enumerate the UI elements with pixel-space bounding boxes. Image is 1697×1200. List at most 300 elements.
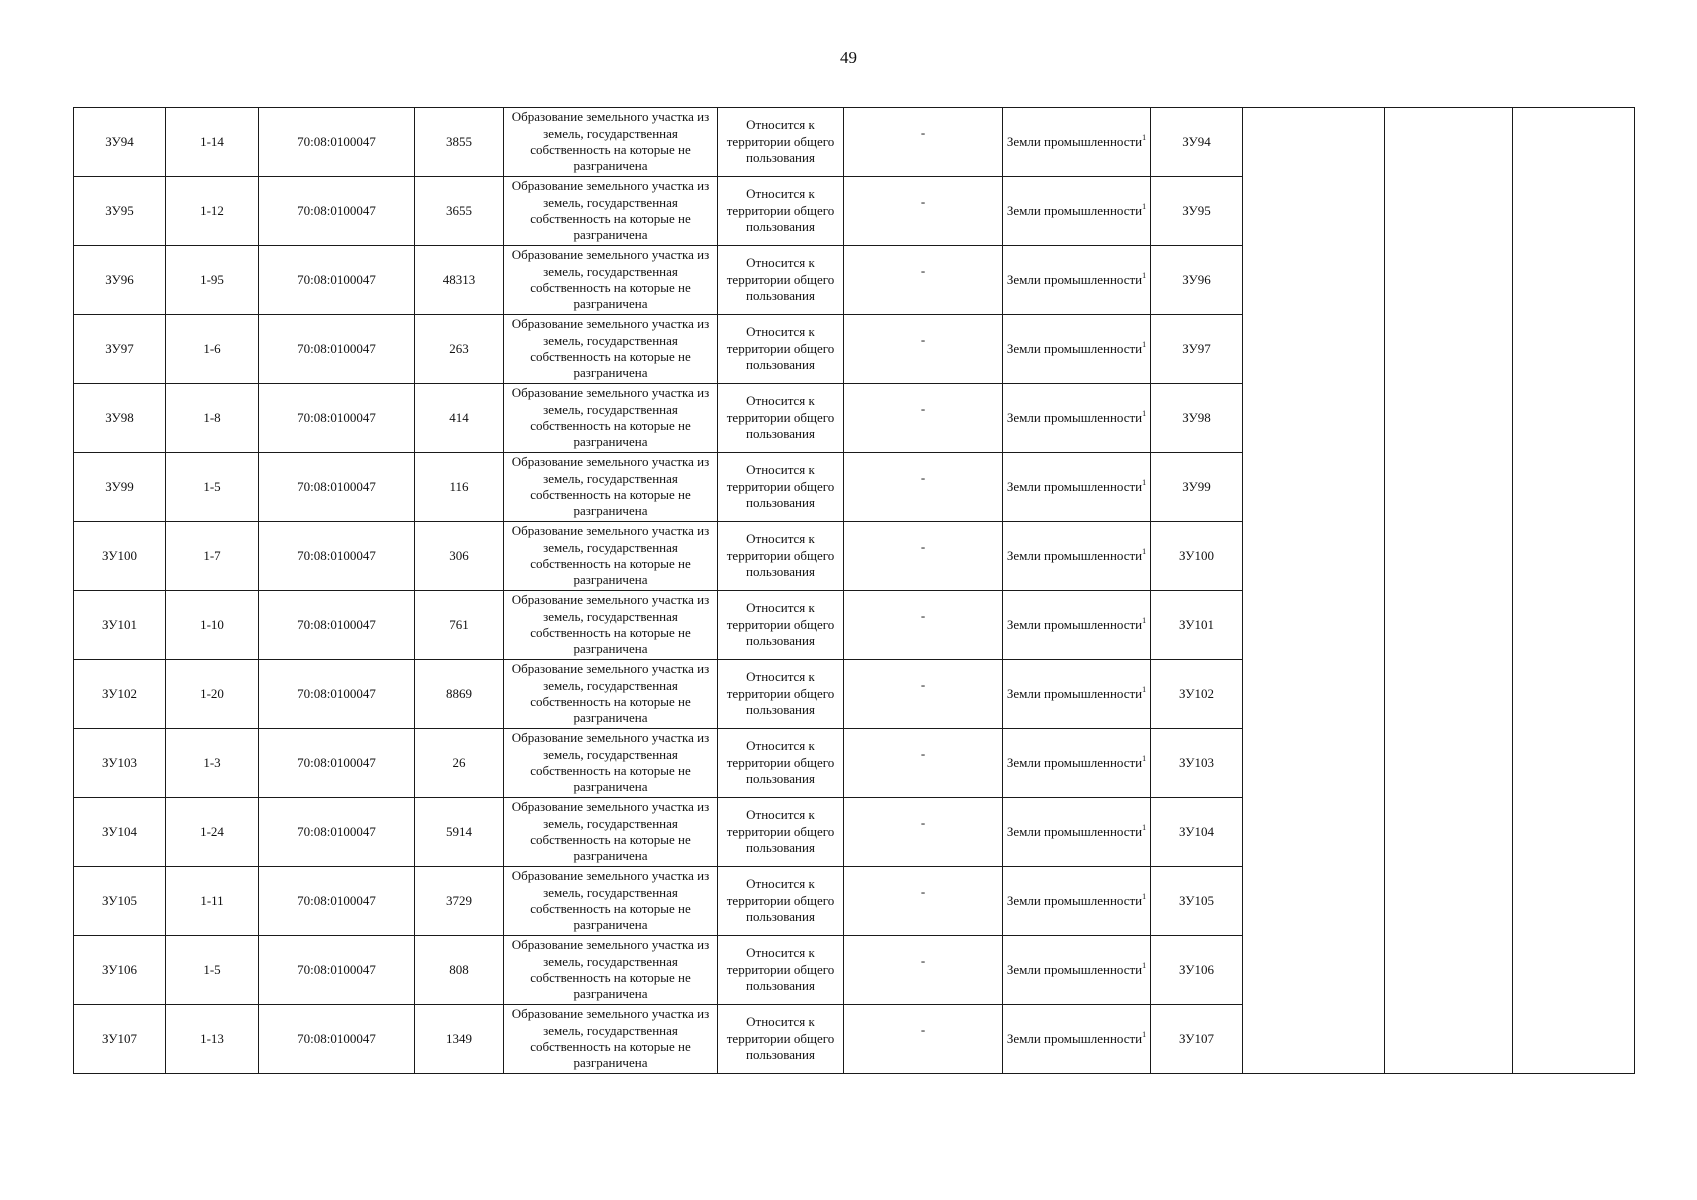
formation-method-cell-text: Образование земельного участка из земель, государственная собственность на которые не разграничена bbox=[511, 1006, 710, 1071]
cadastral-block-cell-text: 70:08:0100047 bbox=[297, 892, 376, 908]
note-cell-text: - bbox=[920, 883, 926, 899]
area-cell-text: 263 bbox=[449, 340, 469, 356]
plot-id-cell bbox=[74, 384, 166, 453]
land-category-cell bbox=[1003, 867, 1151, 936]
footnote-ref: 1 bbox=[1142, 615, 1147, 625]
points-range-cell bbox=[166, 453, 259, 522]
formation-method-cell bbox=[504, 1005, 718, 1074]
cadastral-block-cell-text: 70:08:0100047 bbox=[297, 823, 376, 839]
empty-cell bbox=[1385, 177, 1513, 246]
empty-cell bbox=[1385, 936, 1513, 1005]
note-cell-text: - bbox=[920, 1021, 926, 1037]
territory-status-cell bbox=[718, 453, 844, 522]
points-range-cell-text: 1-12 bbox=[200, 202, 224, 218]
formation-method-cell bbox=[504, 591, 718, 660]
formation-method-cell bbox=[504, 315, 718, 384]
area-cell-text: 3655 bbox=[446, 202, 472, 218]
plot-label-cell bbox=[1151, 1005, 1243, 1074]
footnote-ref: 1 bbox=[1142, 132, 1147, 142]
points-range-cell-text: 1-10 bbox=[200, 616, 224, 632]
formation-method-cell bbox=[504, 522, 718, 591]
empty-cell bbox=[1513, 246, 1635, 315]
points-range-cell-text: 1-5 bbox=[203, 478, 221, 494]
note-cell-text: - bbox=[920, 124, 926, 140]
points-range-cell bbox=[166, 936, 259, 1005]
territory-status-cell bbox=[718, 108, 844, 177]
plot-id-cell-text: ЗУ107 bbox=[102, 1030, 137, 1046]
empty-cell bbox=[1243, 660, 1385, 729]
area-cell-text: 3729 bbox=[446, 892, 472, 908]
empty-cell bbox=[1243, 1005, 1385, 1074]
footnote-ref: 1 bbox=[1142, 960, 1147, 970]
formation-method-cell-text: Образование земельного участка из земель, государственная собственность на которые не разграничена bbox=[511, 316, 710, 381]
empty-cell bbox=[1513, 936, 1635, 1005]
points-range-cell-text: 1-20 bbox=[200, 685, 224, 701]
plot-id-cell-text: ЗУ100 bbox=[102, 547, 137, 563]
table-row bbox=[74, 108, 1635, 177]
plot-label-cell-text: ЗУ105 bbox=[1179, 892, 1214, 908]
formation-method-cell-text: Образование земельного участка из земель, государственная собственность на которые не разграничена bbox=[511, 592, 710, 657]
land-category-cell bbox=[1003, 798, 1151, 867]
area-cell-text: 3855 bbox=[446, 133, 472, 149]
territory-status-cell-text: Относится к территории общего пользования bbox=[726, 117, 835, 166]
land-category-cell-text: Земли промышленности bbox=[1006, 340, 1143, 356]
territory-status-cell-text: Относится к территории общего пользования bbox=[726, 738, 835, 787]
cadastral-block-cell-text: 70:08:0100047 bbox=[297, 547, 376, 563]
note-cell-text: - bbox=[920, 745, 926, 761]
empty-cell bbox=[1513, 177, 1635, 246]
note-cell bbox=[844, 384, 1003, 453]
plot-id-cell-text: ЗУ106 bbox=[102, 961, 137, 977]
note-cell bbox=[844, 936, 1003, 1005]
empty-cell bbox=[1513, 315, 1635, 384]
plot-id-cell-text: ЗУ101 bbox=[102, 616, 137, 632]
cadastral-block-cell bbox=[259, 108, 415, 177]
territory-status-cell bbox=[718, 936, 844, 1005]
plot-id-cell bbox=[74, 246, 166, 315]
empty-cell bbox=[1243, 867, 1385, 936]
formation-method-cell bbox=[504, 177, 718, 246]
plot-id-cell bbox=[74, 936, 166, 1005]
formation-method-cell bbox=[504, 384, 718, 453]
land-category-cell-text: Земли промышленности bbox=[1006, 685, 1143, 701]
cadastral-block-cell bbox=[259, 453, 415, 522]
points-range-cell bbox=[166, 591, 259, 660]
footnote-ref: 1 bbox=[1142, 546, 1147, 556]
plot-label-cell bbox=[1151, 591, 1243, 660]
territory-status-cell-text: Относится к территории общего пользования bbox=[726, 531, 835, 580]
plot-label-cell-text: ЗУ96 bbox=[1182, 271, 1211, 287]
empty-cell bbox=[1513, 660, 1635, 729]
points-range-cell bbox=[166, 522, 259, 591]
cadastral-block-cell-text: 70:08:0100047 bbox=[297, 340, 376, 356]
footnote-ref: 1 bbox=[1142, 1029, 1147, 1039]
note-cell-text: - bbox=[920, 538, 926, 554]
points-range-cell bbox=[166, 798, 259, 867]
land-plots-table bbox=[73, 107, 1635, 1074]
empty-cell bbox=[1513, 453, 1635, 522]
plot-id-cell bbox=[74, 453, 166, 522]
plot-label-cell-text: ЗУ94 bbox=[1182, 133, 1211, 149]
footnote-ref: 1 bbox=[1142, 753, 1147, 763]
empty-cell bbox=[1243, 591, 1385, 660]
formation-method-cell-text: Образование земельного участка из земель, государственная собственность на которые не разграничена bbox=[511, 661, 710, 726]
area-cell bbox=[415, 453, 504, 522]
points-range-cell bbox=[166, 1005, 259, 1074]
area-cell bbox=[415, 867, 504, 936]
note-cell bbox=[844, 522, 1003, 591]
empty-cell bbox=[1385, 384, 1513, 453]
area-cell bbox=[415, 108, 504, 177]
territory-status-cell-text: Относится к территории общего пользования bbox=[726, 186, 835, 235]
plot-label-cell-text: ЗУ95 bbox=[1182, 202, 1211, 218]
note-cell bbox=[844, 660, 1003, 729]
points-range-cell-text: 1-11 bbox=[200, 892, 224, 908]
formation-method-cell-text: Образование земельного участка из земель, государственная собственность на которые не разграничена bbox=[511, 799, 710, 864]
note-cell bbox=[844, 591, 1003, 660]
territory-status-cell-text: Относится к территории общего пользования bbox=[726, 462, 835, 511]
territory-status-cell-text: Относится к территории общего пользования bbox=[726, 807, 835, 856]
table-row bbox=[74, 522, 1635, 591]
points-range-cell-text: 1-7 bbox=[203, 547, 221, 563]
footnote-ref: 1 bbox=[1142, 201, 1147, 211]
land-category-cell-text: Земли промышленности bbox=[1006, 409, 1143, 425]
area-cell bbox=[415, 660, 504, 729]
plot-id-cell-text: ЗУ99 bbox=[105, 478, 134, 494]
plot-label-cell bbox=[1151, 798, 1243, 867]
points-range-cell-text: 1-14 bbox=[200, 133, 224, 149]
cadastral-block-cell bbox=[259, 660, 415, 729]
cadastral-block-cell bbox=[259, 246, 415, 315]
territory-status-cell bbox=[718, 591, 844, 660]
note-cell-text: - bbox=[920, 469, 926, 485]
cadastral-block-cell-text: 70:08:0100047 bbox=[297, 409, 376, 425]
note-cell bbox=[844, 729, 1003, 798]
territory-status-cell bbox=[718, 384, 844, 453]
territory-status-cell-text: Относится к территории общего пользования bbox=[726, 876, 835, 925]
cadastral-block-cell-text: 70:08:0100047 bbox=[297, 616, 376, 632]
plot-label-cell-text: ЗУ104 bbox=[1179, 823, 1214, 839]
plot-label-cell-text: ЗУ98 bbox=[1182, 409, 1211, 425]
area-cell bbox=[415, 591, 504, 660]
points-range-cell-text: 1-95 bbox=[200, 271, 224, 287]
plot-label-cell bbox=[1151, 936, 1243, 1005]
area-cell bbox=[415, 936, 504, 1005]
note-cell-text: - bbox=[920, 193, 926, 209]
plot-label-cell bbox=[1151, 453, 1243, 522]
note-cell bbox=[844, 1005, 1003, 1074]
plot-id-cell-text: ЗУ104 bbox=[102, 823, 137, 839]
plot-id-cell-text: ЗУ96 bbox=[105, 271, 134, 287]
empty-cell bbox=[1513, 591, 1635, 660]
plot-label-cell-text: ЗУ107 bbox=[1179, 1030, 1214, 1046]
land-category-cell bbox=[1003, 1005, 1151, 1074]
empty-cell bbox=[1385, 108, 1513, 177]
empty-cell bbox=[1243, 177, 1385, 246]
note-cell-text: - bbox=[920, 952, 926, 968]
plot-label-cell bbox=[1151, 246, 1243, 315]
formation-method-cell bbox=[504, 867, 718, 936]
plot-label-cell bbox=[1151, 660, 1243, 729]
area-cell bbox=[415, 798, 504, 867]
land-category-cell-text: Земли промышленности bbox=[1006, 202, 1143, 218]
points-range-cell bbox=[166, 660, 259, 729]
plot-label-cell bbox=[1151, 867, 1243, 936]
formation-method-cell-text: Образование земельного участка из земель, государственная собственность на которые не разграничена bbox=[511, 730, 710, 795]
points-range-cell bbox=[166, 315, 259, 384]
empty-cell bbox=[1513, 1005, 1635, 1074]
empty-cell bbox=[1385, 660, 1513, 729]
area-cell bbox=[415, 246, 504, 315]
empty-cell bbox=[1243, 315, 1385, 384]
note-cell bbox=[844, 453, 1003, 522]
land-category-cell-text: Земли промышленности bbox=[1006, 271, 1143, 287]
land-category-cell bbox=[1003, 453, 1151, 522]
empty-cell bbox=[1385, 867, 1513, 936]
territory-status-cell bbox=[718, 246, 844, 315]
plot-label-cell-text: ЗУ103 bbox=[1179, 754, 1214, 770]
empty-cell bbox=[1243, 522, 1385, 591]
land-category-cell bbox=[1003, 315, 1151, 384]
table-row bbox=[74, 936, 1635, 1005]
plot-label-cell bbox=[1151, 384, 1243, 453]
plot-id-cell bbox=[74, 660, 166, 729]
formation-method-cell-text: Образование земельного участка из земель, государственная собственность на которые не разграничена bbox=[511, 178, 710, 243]
area-cell bbox=[415, 315, 504, 384]
plot-id-cell-text: ЗУ102 bbox=[102, 685, 137, 701]
points-range-cell-text: 1-13 bbox=[200, 1030, 224, 1046]
table-body bbox=[74, 108, 1635, 1074]
empty-cell bbox=[1513, 522, 1635, 591]
plot-label-cell-text: ЗУ106 bbox=[1179, 961, 1214, 977]
empty-cell bbox=[1385, 522, 1513, 591]
note-cell-text: - bbox=[920, 814, 926, 830]
table-row bbox=[74, 591, 1635, 660]
plot-label-cell-text: ЗУ97 bbox=[1182, 340, 1211, 356]
table-row bbox=[74, 798, 1635, 867]
empty-cell bbox=[1243, 936, 1385, 1005]
footnote-ref: 1 bbox=[1142, 339, 1147, 349]
territory-status-cell bbox=[718, 522, 844, 591]
points-range-cell bbox=[166, 867, 259, 936]
empty-cell bbox=[1243, 384, 1385, 453]
empty-cell bbox=[1385, 1005, 1513, 1074]
cadastral-block-cell-text: 70:08:0100047 bbox=[297, 1030, 376, 1046]
empty-cell bbox=[1513, 384, 1635, 453]
plot-id-cell bbox=[74, 798, 166, 867]
land-category-cell bbox=[1003, 246, 1151, 315]
plot-id-cell-text: ЗУ105 bbox=[102, 892, 137, 908]
area-cell-text: 5914 bbox=[446, 823, 472, 839]
plot-id-cell-text: ЗУ98 bbox=[105, 409, 134, 425]
points-range-cell bbox=[166, 177, 259, 246]
formation-method-cell bbox=[504, 453, 718, 522]
territory-status-cell-text: Относится к территории общего пользования bbox=[726, 324, 835, 373]
plot-id-cell bbox=[74, 177, 166, 246]
plot-id-cell bbox=[74, 591, 166, 660]
empty-cell bbox=[1243, 246, 1385, 315]
cadastral-block-cell bbox=[259, 867, 415, 936]
cadastral-block-cell bbox=[259, 798, 415, 867]
table-row bbox=[74, 315, 1635, 384]
area-cell-text: 306 bbox=[449, 547, 469, 563]
points-range-cell bbox=[166, 246, 259, 315]
area-cell-text: 414 bbox=[449, 409, 469, 425]
points-range-cell bbox=[166, 384, 259, 453]
area-cell bbox=[415, 729, 504, 798]
land-category-cell bbox=[1003, 522, 1151, 591]
plot-label-cell bbox=[1151, 522, 1243, 591]
formation-method-cell-text: Образование земельного участка из земель, государственная собственность на которые не разграничена bbox=[511, 523, 710, 588]
formation-method-cell-text: Образование земельного участка из земель, государственная собственность на которые не разграничена bbox=[511, 937, 710, 1002]
table-row bbox=[74, 660, 1635, 729]
note-cell bbox=[844, 108, 1003, 177]
plot-label-cell-text: ЗУ99 bbox=[1182, 478, 1211, 494]
table-row bbox=[74, 246, 1635, 315]
footnote-ref: 1 bbox=[1142, 408, 1147, 418]
points-range-cell-text: 1-6 bbox=[203, 340, 221, 356]
plot-id-cell-text: ЗУ97 bbox=[105, 340, 134, 356]
land-category-cell bbox=[1003, 384, 1151, 453]
territory-status-cell bbox=[718, 729, 844, 798]
cadastral-block-cell bbox=[259, 591, 415, 660]
cadastral-block-cell-text: 70:08:0100047 bbox=[297, 133, 376, 149]
note-cell bbox=[844, 867, 1003, 936]
cadastral-block-cell-text: 70:08:0100047 bbox=[297, 202, 376, 218]
area-cell bbox=[415, 522, 504, 591]
points-range-cell-text: 1-24 bbox=[200, 823, 224, 839]
points-range-cell-text: 1-8 bbox=[203, 409, 221, 425]
area-cell bbox=[415, 1005, 504, 1074]
land-category-cell-text: Земли промышленности bbox=[1006, 754, 1143, 770]
cadastral-block-cell bbox=[259, 936, 415, 1005]
land-category-cell bbox=[1003, 591, 1151, 660]
formation-method-cell bbox=[504, 729, 718, 798]
empty-cell bbox=[1243, 108, 1385, 177]
points-range-cell bbox=[166, 108, 259, 177]
points-range-cell-text: 1-3 bbox=[203, 754, 221, 770]
plot-label-cell-text: ЗУ101 bbox=[1179, 616, 1214, 632]
plot-label-cell bbox=[1151, 177, 1243, 246]
empty-cell bbox=[1243, 729, 1385, 798]
area-cell-text: 116 bbox=[449, 478, 469, 494]
area-cell-text: 1349 bbox=[446, 1030, 472, 1046]
plot-id-cell bbox=[74, 867, 166, 936]
cadastral-block-cell-text: 70:08:0100047 bbox=[297, 271, 376, 287]
empty-cell bbox=[1385, 729, 1513, 798]
note-cell bbox=[844, 315, 1003, 384]
area-cell-text: 808 bbox=[449, 961, 469, 977]
footnote-ref: 1 bbox=[1142, 822, 1147, 832]
cadastral-block-cell-text: 70:08:0100047 bbox=[297, 685, 376, 701]
note-cell-text: - bbox=[920, 676, 926, 692]
note-cell-text: - bbox=[920, 262, 926, 278]
empty-cell bbox=[1243, 453, 1385, 522]
table-row bbox=[74, 1005, 1635, 1074]
formation-method-cell-text: Образование земельного участка из земель, государственная собственность на которые не разграничена bbox=[511, 109, 710, 174]
plot-id-cell bbox=[74, 1005, 166, 1074]
empty-cell bbox=[1513, 108, 1635, 177]
table-row bbox=[74, 453, 1635, 522]
land-category-cell-text: Земли промышленности bbox=[1006, 892, 1143, 908]
territory-status-cell-text: Относится к территории общего пользования bbox=[726, 393, 835, 442]
footnote-ref: 1 bbox=[1142, 891, 1147, 901]
formation-method-cell-text: Образование земельного участка из земель, государственная собственность на которые не разграничена bbox=[511, 868, 710, 933]
table-row bbox=[74, 177, 1635, 246]
land-category-cell-text: Земли промышленности bbox=[1006, 616, 1143, 632]
empty-cell bbox=[1513, 798, 1635, 867]
formation-method-cell bbox=[504, 108, 718, 177]
cadastral-block-cell bbox=[259, 177, 415, 246]
land-category-cell-text: Земли промышленности bbox=[1006, 961, 1143, 977]
territory-status-cell-text: Относится к территории общего пользования bbox=[726, 1014, 835, 1063]
land-category-cell-text: Земли промышленности bbox=[1006, 1030, 1143, 1046]
plot-id-cell-text: ЗУ103 bbox=[102, 754, 137, 770]
area-cell-text: 8869 bbox=[446, 685, 472, 701]
area-cell-text: 761 bbox=[449, 616, 469, 632]
footnote-ref: 1 bbox=[1142, 684, 1147, 694]
empty-cell bbox=[1385, 315, 1513, 384]
area-cell bbox=[415, 384, 504, 453]
land-category-cell-text: Земли промышленности bbox=[1006, 547, 1143, 563]
plot-id-cell bbox=[74, 108, 166, 177]
empty-cell bbox=[1385, 591, 1513, 660]
area-cell-text: 26 bbox=[452, 754, 466, 770]
note-cell-text: - bbox=[920, 400, 926, 416]
cadastral-block-cell bbox=[259, 315, 415, 384]
formation-method-cell bbox=[504, 936, 718, 1005]
plot-id-cell bbox=[74, 315, 166, 384]
note-cell bbox=[844, 798, 1003, 867]
footnote-ref: 1 bbox=[1142, 477, 1147, 487]
plot-id-cell bbox=[74, 522, 166, 591]
territory-status-cell-text: Относится к территории общего пользования bbox=[726, 945, 835, 994]
territory-status-cell bbox=[718, 315, 844, 384]
points-range-cell-text: 1-5 bbox=[203, 961, 221, 977]
formation-method-cell-text: Образование земельного участка из земель, государственная собственность на которые не разграничена bbox=[511, 385, 710, 450]
land-category-cell-text: Земли промышленности bbox=[1006, 823, 1143, 839]
land-category-cell-text: Земли промышленности bbox=[1006, 478, 1143, 494]
land-category-cell bbox=[1003, 660, 1151, 729]
empty-cell bbox=[1513, 867, 1635, 936]
cadastral-block-cell bbox=[259, 384, 415, 453]
plot-id-cell-text: ЗУ95 bbox=[105, 202, 134, 218]
plot-id-cell bbox=[74, 729, 166, 798]
formation-method-cell-text: Образование земельного участка из земель, государственная собственность на которые не разграничена bbox=[511, 454, 710, 519]
cadastral-block-cell bbox=[259, 1005, 415, 1074]
plot-label-cell bbox=[1151, 315, 1243, 384]
points-range-cell bbox=[166, 729, 259, 798]
empty-cell bbox=[1385, 798, 1513, 867]
plot-label-cell bbox=[1151, 108, 1243, 177]
territory-status-cell bbox=[718, 177, 844, 246]
footnote-ref: 1 bbox=[1142, 270, 1147, 280]
note-cell bbox=[844, 246, 1003, 315]
territory-status-cell-text: Относится к территории общего пользования bbox=[726, 600, 835, 649]
empty-cell bbox=[1385, 453, 1513, 522]
cadastral-block-cell-text: 70:08:0100047 bbox=[297, 961, 376, 977]
land-category-cell bbox=[1003, 108, 1151, 177]
territory-status-cell-text: Относится к территории общего пользования bbox=[726, 255, 835, 304]
page-number: 49 bbox=[840, 48, 857, 67]
territory-status-cell bbox=[718, 798, 844, 867]
land-category-cell bbox=[1003, 936, 1151, 1005]
formation-method-cell bbox=[504, 660, 718, 729]
territory-status-cell bbox=[718, 867, 844, 936]
land-category-cell bbox=[1003, 177, 1151, 246]
territory-status-cell bbox=[718, 1005, 844, 1074]
plot-label-cell bbox=[1151, 729, 1243, 798]
